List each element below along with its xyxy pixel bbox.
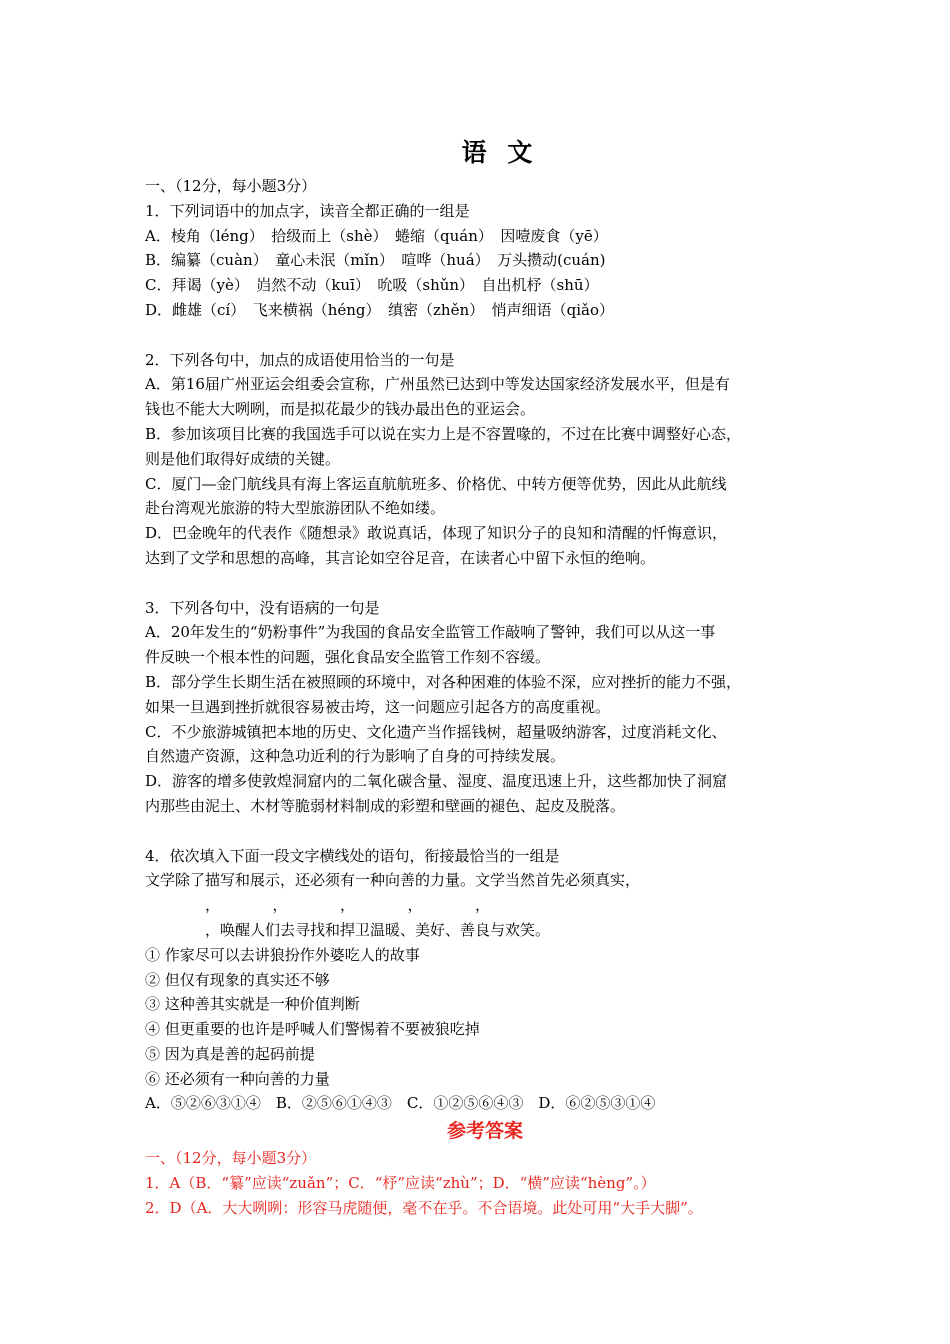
answer-line: 2．D（A．大大咧咧：形容马虎随便，毫不在乎。不合语境。此处可用“大手大脚”。	[145, 1198, 703, 1217]
question-2-line: A．第16届广州亚运会组委会宣称，广州虽然已达到中等发达国家经济发展水平，但是有	[145, 375, 730, 394]
question-4-passage: 文学除了描写和展示，还必须有一种向善的力量。文学当然首先必须真实，	[145, 871, 641, 890]
question-2-line: 则是他们取得好成绩的关键。	[145, 449, 341, 468]
question-4-item: ③ 这种善其实就是一种价值判断	[145, 995, 360, 1014]
spacer	[145, 819, 825, 844]
question-2-line: 达到了文学和思想的高峰，其言论如空谷足音，在读者心中留下永恒的绝响。	[145, 548, 656, 567]
question-2-line: C．厦门—金门航线具有海上客运直航航班多、价格优、中转方便等优势，因此从此航线	[145, 474, 727, 493]
document-body	[145, 174, 825, 1221]
question-2-line: 钱也不能大大咧咧，而是拟花最少的钱办最出色的亚运会。	[145, 400, 536, 419]
question-1-option-a: A．棱角（léng） 拾级而上（shè） 蜷缩（quán） 因噎废食（yē）	[145, 226, 608, 245]
question-4-choices: A．⑤②⑥③①④ B．②⑤⑥①④③ C．①②⑤⑥④③ D．⑥②⑤③①④	[145, 1094, 656, 1113]
question-3-stem: 3．下列各句中，没有语病的一句是	[145, 598, 380, 617]
question-4-passage-end: ，唤醒人们去寻找和捍卫温暖、美好、善良与欢笑。	[145, 920, 551, 939]
question-3-line: C．不少旅游城镇把本地的历史、文化遗产当作摇钱树，超量吸纳游客，过度消耗文化、	[145, 722, 727, 741]
question-2-stem: 2．下列各句中，加点的成语使用恰当的一句是	[145, 350, 455, 369]
question-1-option-b: B．编纂（cuàn） 童心未泯（mǐn） 喧哗（huá） 万头攒动(cuán)	[145, 251, 606, 270]
question-4-item: ② 但仅有现象的真实还不够	[145, 970, 330, 989]
spacer	[145, 571, 825, 596]
spacer	[145, 323, 825, 348]
answer-line: 1．A（B．“纂”应读“zuǎn”；C．“杼”应读“zhù”；D．“横”应读“hèng”。）	[145, 1174, 656, 1193]
question-2-line: B．参加该项目比赛的我国选手可以说在实力上是不容置喙的，不过在比赛中调整好心态，	[145, 424, 742, 443]
question-4-item: ④ 但更重要的也许是呼喊人们警惕着不要被狼吃掉	[145, 1020, 480, 1039]
answer-section-header: 一、（12分，每小题3分）	[145, 1149, 317, 1168]
question-1-option-d: D．雌雄（cí） 飞来横祸（héng） 缜密（zhěn） 悄声细语（qiǎo）	[145, 300, 615, 319]
question-4-blanks: ， ， ， ， ，	[145, 896, 491, 915]
page-title: 语 文	[461, 138, 539, 167]
question-4-item: ① 作家尽可以去讲狼扮作外婆吃人的故事	[145, 945, 420, 964]
question-1-stem: 1．下列词语中的加点字，读音全都正确的一组是	[145, 201, 470, 220]
question-4-item: ⑥ 还必须有一种向善的力量	[145, 1069, 330, 1088]
question-2-line: D．巴金晚年的代表作《随想录》敢说真话，体现了知识分子的良知和清醒的忏悔意识，	[145, 524, 728, 543]
question-3-line: A．20年发生的“奶粉事件”为我国的食品安全监管工作敲响了警钟，我们可以从这一事	[145, 623, 716, 642]
question-3-line: 如果一旦遇到挫折就很容易被击垮，这一问题应引起各方的高度重视。	[145, 697, 611, 716]
section-header: 一、（12分，每小题3分）	[145, 177, 317, 195]
question-2-line: 赴台湾观光旅游的特大型旅游团队不绝如缕。	[145, 499, 446, 518]
question-3-line: 自然遗产资源，这种急功近利的行为影响了自身的可持续发展。	[145, 747, 566, 766]
question-3-line: D．游客的增多使敦煌洞窟内的二氧化碳含量、湿度、温度迅速上升，这些都加快了洞窟	[145, 772, 728, 791]
answer-section-title: 参考答案	[446, 1120, 523, 1143]
question-3-line: B．部分学生长期生活在被照顾的环境中，对各种困难的体验不深，应对挫折的能力不强，	[145, 672, 742, 691]
question-4-item: ⑤ 因为真是善的起码前提	[145, 1044, 315, 1063]
question-3-line: 件反映一个根本性的问题，强化食品安全监管工作刻不容缓。	[145, 648, 551, 667]
question-1-option-c: C．拜谒（yè） 岿然不动（kuī） 吮吸（shǔn） 自出机杼（shū）	[145, 276, 599, 295]
question-4-stem: 4．依次填入下面一段文字横线处的语句，衔接最恰当的一组是	[145, 846, 560, 865]
question-3-line: 内那些由泥土、木材等脆弱材料制成的彩塑和壁画的褪色、起皮及脱落。	[145, 796, 626, 815]
